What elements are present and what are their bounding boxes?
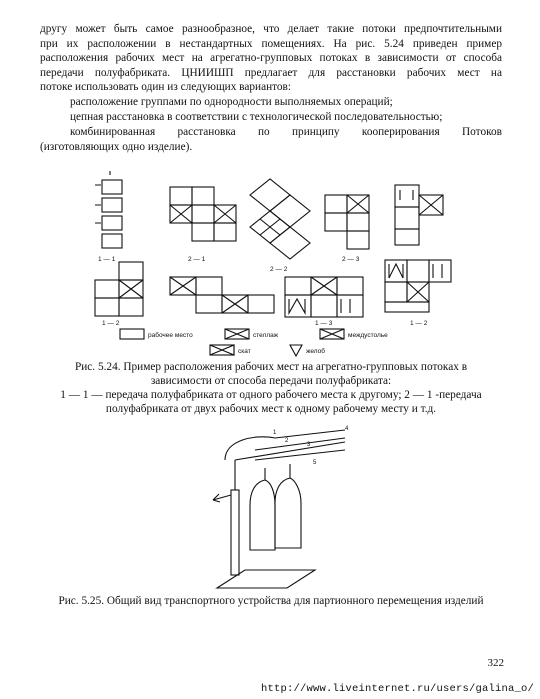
intro-paragraph <box>40 22 502 95</box>
layout-2-2 <box>250 179 310 259</box>
option-3: комбинированная расстановка по принципу кооперирования Потоков <box>70 126 502 138</box>
intro-line: другу может быть самое разнообразное, что делает такие потоки предпочтительными <box>40 23 502 35</box>
layout-label: 1 — 2 <box>102 320 120 327</box>
figure-5-25-diagram <box>195 420 355 592</box>
option-2: цепная расстановка в соответствии с технологической последовательностью; <box>70 111 443 123</box>
figure-5-24-caption-3: 1 — 1 — передача полуфабриката от одного рабочего места к другому; 2 — 1 -передача <box>60 389 482 401</box>
callout: 1 <box>273 430 277 436</box>
legend-chute: скат <box>238 348 251 355</box>
option-3-continuation: (изготовляющих одно изделие). <box>40 141 193 153</box>
callout: 3 <box>307 442 311 448</box>
figure-5-24-caption-2: зависимости от способа передачи полуфабриката: <box>150 375 392 387</box>
callout: 4 <box>345 426 349 432</box>
layout-label: 2 — 1 <box>188 256 206 263</box>
column-post <box>231 490 239 575</box>
layout-1-2-c <box>385 260 451 312</box>
intro-line: потоке использовать один из следующих вариантов: <box>40 81 292 94</box>
callout: 5 <box>313 460 317 466</box>
footer-url[interactable]: http://www.liveinternet.ru/users/galina_o/ <box>260 683 534 695</box>
legend-rack: стеллаж <box>253 332 279 339</box>
layout-2-3b <box>395 185 443 245</box>
layout-2-1 <box>170 187 236 241</box>
figure-5-24-caption-4: полуфабриката от двух рабочих мест к одному рабочему месту и т.д. <box>105 403 437 415</box>
intro-line: передачи полуфабриката. ЦНИИШП предлагает для расстановки рабочих мест на <box>40 66 502 79</box>
layout-1-3 <box>285 277 363 317</box>
option-1: расположение группами по однородности выполняемых операций; <box>70 96 393 108</box>
intro-line: расположения рабочих мест на агрегатно-групповых потоках в зависимости от способа <box>40 52 502 65</box>
coat-1 <box>250 480 275 550</box>
layout-1-1 <box>95 171 122 248</box>
layout-1-2-a <box>95 262 143 316</box>
figure-5-25-caption: Рис. 5.25. Общий вид транспортного устройства для партионного перемещения изделий <box>58 595 484 607</box>
page-number: 322 <box>487 657 504 669</box>
layout-label: 2 — 3 <box>342 256 360 263</box>
callout: 2 <box>285 438 289 444</box>
coat-2 <box>275 478 301 548</box>
base-plate <box>217 570 315 588</box>
legend-trough: желоб <box>306 348 325 355</box>
intro-line: при их расположении в нестандартных помещениях. На рис. 5.24 приведен пример <box>40 37 502 50</box>
layout-label: 1 — 1 <box>98 256 116 263</box>
layout-label: 2 — 2 <box>270 266 288 273</box>
figure-5-24-caption-1: Рис. 5.24. Пример расположения рабочих мест на агрегатно-групповых потоках в <box>74 361 468 373</box>
layout-label: 1 — 3 <box>315 320 333 327</box>
layout-label: 1 — 2 <box>410 320 428 327</box>
figure-5-24-diagram <box>80 165 480 360</box>
layout-1-2-b <box>170 277 274 313</box>
legend-table: междустолье <box>348 332 388 339</box>
layout-2-3 <box>325 195 369 249</box>
legend-workplace: рабочее место <box>148 332 193 339</box>
